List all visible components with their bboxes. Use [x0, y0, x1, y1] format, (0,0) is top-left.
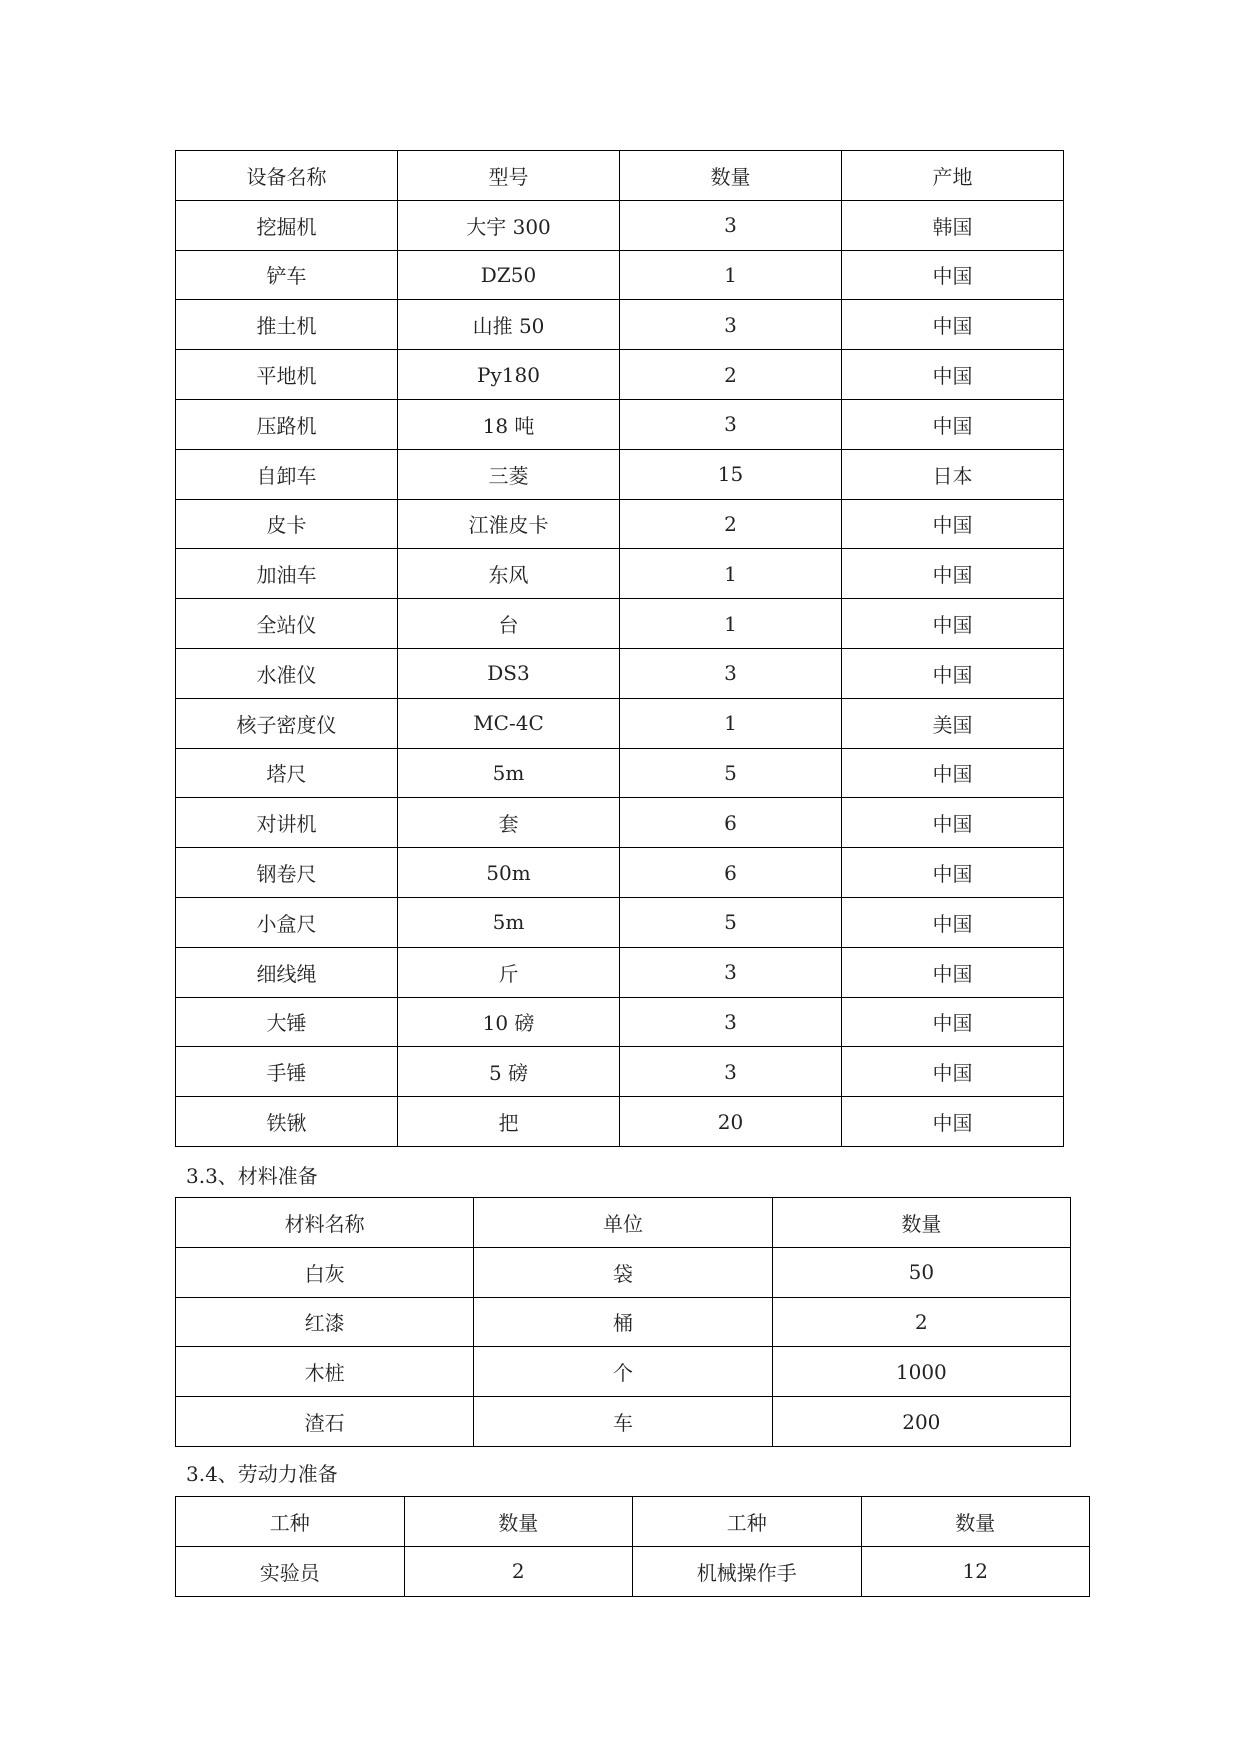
equipment-row: [176, 499, 1064, 549]
table-cell: 中国: [842, 748, 1064, 798]
table-cell: 中国: [842, 399, 1064, 449]
table-cell: 套: [398, 798, 620, 848]
table-cell: 中国: [842, 848, 1064, 898]
table-cell: 压路机: [176, 399, 398, 449]
table-cell: 挖掘机: [176, 200, 398, 250]
table-cell: 5m: [398, 748, 620, 798]
table-cell: Py180: [398, 350, 620, 400]
table-cell: 大宇 300: [398, 200, 620, 250]
table-cell: 3: [620, 399, 842, 449]
table-cell: 渣石: [176, 1397, 474, 1447]
equipment-row: [176, 848, 1064, 898]
table-cell: 美国: [842, 698, 1064, 748]
table-cell: 1: [620, 549, 842, 599]
table-cell: 中国: [842, 250, 1064, 300]
table-cell: 木桩: [176, 1347, 474, 1397]
table-cell: 白灰: [176, 1247, 474, 1297]
table-cell: 韩国: [842, 200, 1064, 250]
table-cell: 5m: [398, 897, 620, 947]
materials-table: [175, 1197, 1071, 1447]
table-cell: 18 吨: [398, 399, 620, 449]
table-cell: 小盒尺: [176, 897, 398, 947]
table-cell: 三菱: [398, 449, 620, 499]
table-cell: 15: [620, 449, 842, 499]
materials-row: [176, 1347, 1071, 1397]
table-cell: 江淮皮卡: [398, 499, 620, 549]
header-cell: 设备名称: [176, 151, 398, 201]
table-cell: 铁锹: [176, 1097, 398, 1147]
labor-row: [176, 1546, 1090, 1596]
table-cell: 3: [620, 200, 842, 250]
table-cell: 3: [620, 1047, 842, 1097]
table-cell: 自卸车: [176, 449, 398, 499]
labor-table: [175, 1496, 1090, 1597]
equipment-row: [176, 1097, 1064, 1147]
header-cell: 数量: [772, 1198, 1070, 1248]
equipment-row: [176, 449, 1064, 499]
table-cell: 中国: [842, 499, 1064, 549]
table-cell: 3: [620, 947, 842, 997]
table-cell: 实验员: [176, 1546, 405, 1596]
materials-row: [176, 1297, 1071, 1347]
equipment-table: [175, 150, 1064, 1147]
table-cell: 中国: [842, 1047, 1064, 1097]
table-cell: 中国: [842, 997, 1064, 1047]
table-cell: 东风: [398, 549, 620, 599]
header-cell: 数量: [620, 151, 842, 201]
table-cell: 2: [620, 499, 842, 549]
table-cell: 全站仪: [176, 599, 398, 649]
header-cell: 工种: [176, 1497, 405, 1547]
table-cell: DZ50: [398, 250, 620, 300]
table-cell: 细线绳: [176, 947, 398, 997]
table-cell: 机械操作手: [633, 1546, 862, 1596]
table-cell: 车: [474, 1397, 772, 1447]
table-cell: 20: [620, 1097, 842, 1147]
table-cell: 山推 50: [398, 300, 620, 350]
equipment-header-row: [176, 151, 1064, 201]
materials-row: [176, 1397, 1071, 1447]
table-cell: 2: [772, 1297, 1070, 1347]
equipment-row: [176, 698, 1064, 748]
header-cell: 型号: [398, 151, 620, 201]
header-cell: 产地: [842, 151, 1064, 201]
table-cell: 1000: [772, 1347, 1070, 1397]
table-cell: 中国: [842, 599, 1064, 649]
table-cell: 200: [772, 1397, 1070, 1447]
table-cell: 中国: [842, 1097, 1064, 1147]
materials-section-heading: 3.3、材料准备: [186, 1164, 318, 1188]
table-cell: 中国: [842, 947, 1064, 997]
equipment-row: [176, 947, 1064, 997]
equipment-row: [176, 399, 1064, 449]
table-cell: 6: [620, 798, 842, 848]
table-cell: 10 磅: [398, 997, 620, 1047]
header-cell: 数量: [861, 1497, 1090, 1547]
header-cell: 工种: [633, 1497, 862, 1547]
table-cell: 2: [404, 1546, 633, 1596]
table-cell: 桶: [474, 1297, 772, 1347]
table-cell: 手锤: [176, 1047, 398, 1097]
table-cell: 铲车: [176, 250, 398, 300]
equipment-row: [176, 350, 1064, 400]
table-cell: 平地机: [176, 350, 398, 400]
table-cell: DS3: [398, 648, 620, 698]
equipment-row: [176, 300, 1064, 350]
table-cell: 3: [620, 300, 842, 350]
labor-section-heading: 3.4、劳动力准备: [186, 1462, 338, 1486]
table-cell: 把: [398, 1097, 620, 1147]
header-cell: 数量: [404, 1497, 633, 1547]
materials-header-row: [176, 1198, 1071, 1248]
table-cell: 中国: [842, 648, 1064, 698]
table-cell: 日本: [842, 449, 1064, 499]
equipment-row: [176, 1047, 1064, 1097]
table-cell: 推土机: [176, 300, 398, 350]
table-cell: 皮卡: [176, 499, 398, 549]
table-cell: 台: [398, 599, 620, 649]
equipment-row: [176, 648, 1064, 698]
table-cell: 3: [620, 648, 842, 698]
table-cell: MC-4C: [398, 698, 620, 748]
table-cell: 加油车: [176, 549, 398, 599]
table-cell: 个: [474, 1347, 772, 1397]
table-cell: 50m: [398, 848, 620, 898]
header-cell: 材料名称: [176, 1198, 474, 1248]
table-cell: 红漆: [176, 1297, 474, 1347]
table-cell: 钢卷尺: [176, 848, 398, 898]
table-cell: 塔尺: [176, 748, 398, 798]
table-cell: 袋: [474, 1247, 772, 1297]
equipment-row: [176, 200, 1064, 250]
equipment-row: [176, 549, 1064, 599]
table-cell: 1: [620, 250, 842, 300]
table-cell: 5 磅: [398, 1047, 620, 1097]
table-cell: 中国: [842, 549, 1064, 599]
equipment-row: [176, 599, 1064, 649]
table-cell: 中国: [842, 897, 1064, 947]
equipment-row: [176, 748, 1064, 798]
equipment-row: [176, 798, 1064, 848]
materials-row: [176, 1247, 1071, 1297]
table-cell: 50: [772, 1247, 1070, 1297]
equipment-row: [176, 997, 1064, 1047]
table-cell: 5: [620, 748, 842, 798]
table-cell: 1: [620, 599, 842, 649]
table-cell: 对讲机: [176, 798, 398, 848]
equipment-row: [176, 897, 1064, 947]
table-cell: 核子密度仪: [176, 698, 398, 748]
table-cell: 6: [620, 848, 842, 898]
table-cell: 1: [620, 698, 842, 748]
table-cell: 中国: [842, 300, 1064, 350]
table-cell: 大锤: [176, 997, 398, 1047]
table-cell: 2: [620, 350, 842, 400]
table-cell: 中国: [842, 350, 1064, 400]
table-cell: 中国: [842, 798, 1064, 848]
header-cell: 单位: [474, 1198, 772, 1248]
table-cell: 12: [861, 1546, 1090, 1596]
table-cell: 水准仪: [176, 648, 398, 698]
labor-header-row: [176, 1497, 1090, 1547]
table-cell: 斤: [398, 947, 620, 997]
table-cell: 5: [620, 897, 842, 947]
table-cell: 3: [620, 997, 842, 1047]
equipment-row: [176, 250, 1064, 300]
